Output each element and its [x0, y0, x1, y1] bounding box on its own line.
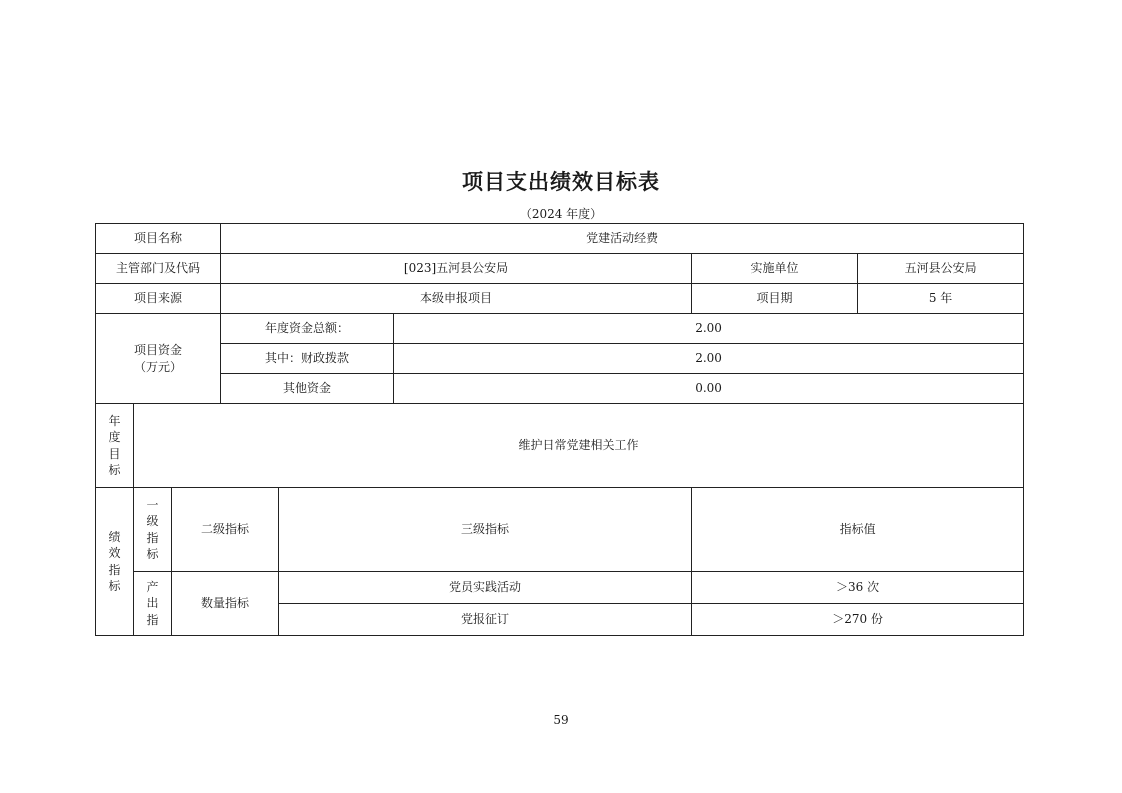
header-level2: 二级指标	[172, 488, 279, 572]
row-project-name	[96, 224, 1024, 254]
perf-char: 标	[108, 578, 121, 593]
annual-goal-char: 度	[108, 430, 121, 445]
page-number: 59	[553, 713, 569, 727]
label-funds	[96, 314, 221, 404]
perf-char: 绩	[108, 530, 121, 545]
perf-char: 指	[108, 562, 121, 577]
row-annual-goal	[96, 404, 1024, 488]
label-funds-unit: （万元）	[134, 359, 183, 374]
row-fiscal	[96, 344, 1024, 374]
row-other-funds	[96, 374, 1024, 404]
level1-output-char: 指	[146, 612, 159, 627]
indicator-name: 党报征订	[279, 604, 692, 636]
table-row	[96, 572, 1024, 604]
level1-char: 标	[146, 546, 159, 561]
value-fiscal: 2.00	[394, 344, 1024, 374]
annual-goal-char: 年	[108, 414, 121, 429]
label-implementer: 实施单位	[692, 254, 858, 284]
label-annual-total: 年度资金总额：	[221, 314, 394, 344]
label-performance-indicators	[96, 488, 134, 636]
value-project-name: 党建活动经费	[221, 224, 1024, 254]
indicator-value: ＞270 份	[692, 604, 1024, 636]
row-annual-total	[96, 314, 1024, 344]
row-source	[96, 284, 1024, 314]
label-funds-text: 项目资金	[134, 343, 183, 358]
level1-output-char: 出	[146, 596, 159, 611]
annual-goal-char: 标	[108, 462, 121, 477]
indicator-value: ＞36 次	[692, 572, 1024, 604]
level1-output	[134, 572, 172, 636]
page-title: 项目支出绩效目标表	[462, 170, 660, 194]
label-fiscal: 其中：财政拨款	[221, 344, 394, 374]
perf-char: 效	[108, 546, 121, 561]
value-annual-total: 2.00	[394, 314, 1024, 344]
label-annual-goal	[96, 404, 134, 488]
label-department: 主管部门及代码	[96, 254, 221, 284]
header-indicator-value: 指标值	[692, 488, 1024, 572]
page-subtitle: （2024 年度）	[519, 207, 603, 221]
label-project-name: 项目名称	[96, 224, 221, 254]
header-level3: 三级指标	[279, 488, 692, 572]
value-source: 本级申报项目	[221, 284, 692, 314]
value-implementer: 五河县公安局	[858, 254, 1024, 284]
level1-char: 级	[146, 514, 159, 529]
level1-char: 一	[146, 498, 159, 513]
value-other-funds: 0.00	[394, 374, 1024, 404]
value-period: 5 年	[858, 284, 1024, 314]
label-source: 项目来源	[96, 284, 221, 314]
level2-quantity: 数量指标	[172, 572, 279, 636]
level1-char: 指	[146, 530, 159, 545]
row-indicator-header	[96, 488, 1024, 572]
row-department	[96, 254, 1024, 284]
value-annual-goal: 维护日常党建相关工作	[134, 404, 1024, 488]
indicator-name: 党员实践活动	[279, 572, 692, 604]
label-period: 项目期	[692, 284, 858, 314]
annual-goal-char: 目	[108, 446, 121, 461]
header-level1	[134, 488, 172, 572]
level1-output-char: 产	[146, 580, 159, 595]
label-other-funds: 其他资金	[221, 374, 394, 404]
performance-target-table	[95, 223, 1024, 636]
value-department: [023]五河县公安局	[221, 254, 692, 284]
